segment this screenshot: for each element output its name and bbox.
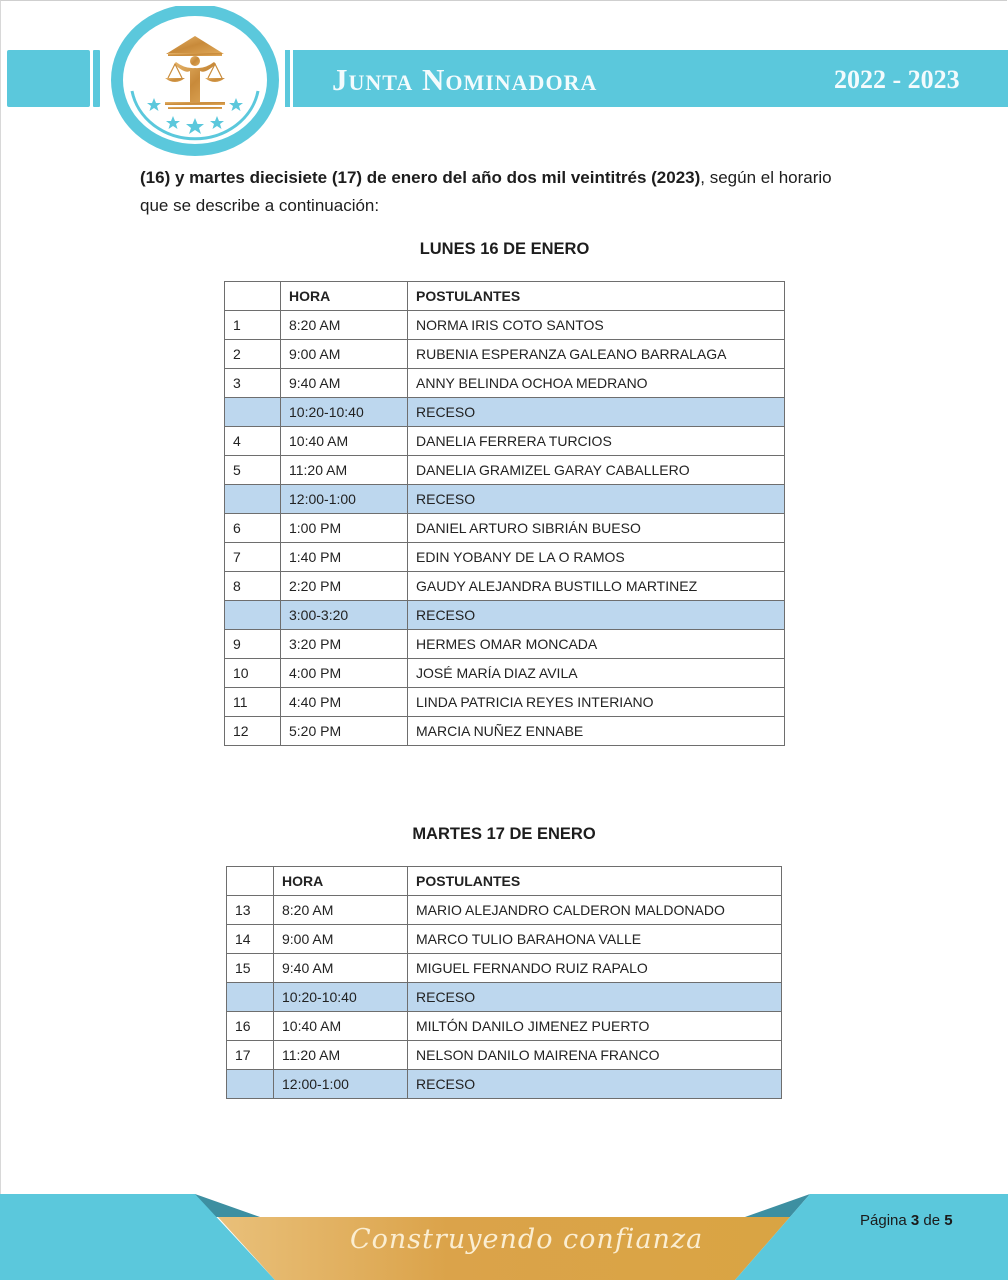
row-number: 6 — [225, 514, 281, 543]
row-applicant: MIGUEL FERNANDO RUIZ RAPALO — [408, 954, 782, 983]
table-row — [225, 427, 785, 456]
row-number: 12 — [225, 717, 281, 746]
page-number — [860, 1212, 953, 1229]
table-row — [225, 369, 785, 398]
row-applicant: RECESO — [408, 485, 785, 514]
column-header-postulantes: POSTULANTES — [408, 867, 782, 896]
row-number: 17 — [227, 1041, 274, 1070]
row-time: 1:40 PM — [281, 543, 408, 572]
break-row — [227, 1070, 782, 1099]
table-row — [225, 717, 785, 746]
schedule-title-monday: LUNES 16 DE ENERO — [419, 240, 590, 258]
row-time: 1:00 PM — [281, 514, 408, 543]
row-time: 10:20-10:40 — [281, 398, 408, 427]
column-header-hora: HORA — [281, 282, 408, 311]
row-time: 2:20 PM — [281, 572, 408, 601]
row-number: 15 — [227, 954, 274, 983]
table-row — [225, 340, 785, 369]
break-row — [225, 398, 785, 427]
row-number: 7 — [225, 543, 281, 572]
break-row — [227, 983, 782, 1012]
table-row — [227, 1041, 782, 1070]
page-current: 3 — [910, 1212, 920, 1229]
row-number: 8 — [225, 572, 281, 601]
row-number: 9 — [225, 630, 281, 659]
intro-line-2: que se describe a continuación: — [140, 196, 380, 215]
page-prefix: Página — [860, 1212, 907, 1229]
row-number: 2 — [225, 340, 281, 369]
table-row — [225, 456, 785, 485]
row-time: 3:00-3:20 — [281, 601, 408, 630]
table-row — [225, 543, 785, 572]
row-time: 9:40 AM — [281, 369, 408, 398]
row-time: 11:20 AM — [274, 1041, 408, 1070]
row-time: 10:20-10:40 — [274, 983, 408, 1012]
schedule-title-tuesday: MARTES 17 DE ENERO — [412, 825, 596, 843]
row-applicant: MARIO ALEJANDRO CALDERON MALDONADO — [408, 896, 782, 925]
row-applicant: DANELIA GRAMIZEL GARAY CABALLERO — [408, 456, 785, 485]
row-number: 13 — [227, 896, 274, 925]
row-applicant: ANNY BELINDA OCHOA MEDRANO — [408, 369, 785, 398]
scales-of-justice-logo-icon — [110, 6, 280, 156]
row-number: 3 — [225, 369, 281, 398]
row-applicant: RECESO — [408, 601, 785, 630]
row-applicant: LINDA PATRICIA REYES INTERIANO — [408, 688, 785, 717]
row-applicant: RECESO — [408, 1070, 782, 1099]
table-row — [225, 311, 785, 340]
row-number: 4 — [225, 427, 281, 456]
table-header-row — [225, 282, 785, 311]
row-time: 10:40 AM — [281, 427, 408, 456]
row-time: 4:00 PM — [281, 659, 408, 688]
intro-bold-text: (16) y martes diecisiete (17) de enero del año dos mil veintitrés (2023) — [140, 168, 701, 187]
column-header-number — [225, 282, 281, 311]
table-row — [227, 954, 782, 983]
row-applicant: JOSÉ MARÍA DIAZ AVILA — [408, 659, 785, 688]
table-row — [225, 514, 785, 543]
break-row — [225, 485, 785, 514]
row-applicant: NORMA IRIS COTO SANTOS — [408, 311, 785, 340]
footer-slogan: Construyendo confianza — [350, 1224, 704, 1255]
row-applicant: RUBENIA ESPERANZA GALEANO BARRALAGA — [408, 340, 785, 369]
row-number — [225, 398, 281, 427]
table-row — [227, 925, 782, 954]
row-number — [227, 983, 274, 1012]
row-number: 16 — [227, 1012, 274, 1041]
row-applicant: RECESO — [408, 398, 785, 427]
schedule-table-monday — [224, 281, 785, 746]
row-time: 12:00-1:00 — [281, 485, 408, 514]
row-applicant: RECESO — [408, 983, 782, 1012]
row-number: 11 — [225, 688, 281, 717]
table-header-row — [227, 867, 782, 896]
row-number — [227, 1070, 274, 1099]
row-applicant: MILTÓN DANILO JIMENEZ PUERTO — [408, 1012, 782, 1041]
table-row — [225, 688, 785, 717]
row-time: 9:40 AM — [274, 954, 408, 983]
table-row — [227, 896, 782, 925]
row-number: 10 — [225, 659, 281, 688]
break-row — [225, 601, 785, 630]
table-row — [227, 1012, 782, 1041]
page-total: 5 — [944, 1212, 953, 1229]
row-time: 12:00-1:00 — [274, 1070, 408, 1099]
page-separator: de — [923, 1212, 941, 1229]
table-row — [225, 630, 785, 659]
column-header-postulantes: POSTULANTES — [408, 282, 785, 311]
row-time: 11:20 AM — [281, 456, 408, 485]
row-time: 10:40 AM — [274, 1012, 408, 1041]
intro-paragraph — [140, 164, 900, 220]
row-applicant: EDIN YOBANY DE LA O RAMOS — [408, 543, 785, 572]
row-applicant: MARCIA NUÑEZ ENNABE — [408, 717, 785, 746]
row-number — [225, 601, 281, 630]
row-applicant: HERMES OMAR MONCADA — [408, 630, 785, 659]
row-number: 1 — [225, 311, 281, 340]
row-number: 14 — [227, 925, 274, 954]
column-header-hora: HORA — [274, 867, 408, 896]
row-time: 8:20 AM — [281, 311, 408, 340]
row-applicant: DANELIA FERRERA TURCIOS — [408, 427, 785, 456]
header-left-stripe — [93, 50, 100, 107]
row-applicant: MARCO TULIO BARAHONA VALLE — [408, 925, 782, 954]
row-time: 3:20 PM — [281, 630, 408, 659]
row-number — [225, 485, 281, 514]
column-header-number — [227, 867, 274, 896]
header-left-bar — [7, 50, 90, 107]
row-time: 8:20 AM — [274, 896, 408, 925]
intro-regular-text: , según el horario — [700, 168, 832, 187]
row-applicant: GAUDY ALEJANDRA BUSTILLO MARTINEZ — [408, 572, 785, 601]
header-stripe — [285, 50, 290, 107]
table-row — [225, 659, 785, 688]
period-years: 2022 - 2023 — [834, 65, 960, 94]
organization-title: Junta Nominadora — [332, 62, 598, 97]
row-time: 4:40 PM — [281, 688, 408, 717]
row-applicant: DANIEL ARTURO SIBRIÁN BUESO — [408, 514, 785, 543]
row-applicant: NELSON DANILO MAIRENA FRANCO — [408, 1041, 782, 1070]
table-row — [225, 572, 785, 601]
schedule-table-tuesday — [226, 866, 782, 1099]
row-time: 5:20 PM — [281, 717, 408, 746]
row-time: 9:00 AM — [281, 340, 408, 369]
row-number: 5 — [225, 456, 281, 485]
row-time: 9:00 AM — [274, 925, 408, 954]
